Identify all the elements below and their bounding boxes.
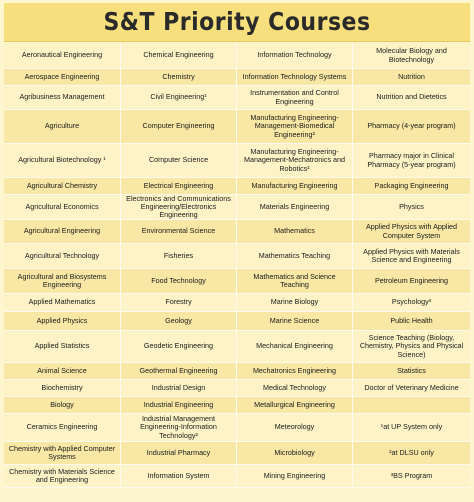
course-cell: Pharmacy major in Clinical Pharmacy (5-year program): [353, 144, 470, 178]
course-cell: Computer Science: [121, 144, 237, 178]
course-cell: Molecular Biology and Biotechnology: [353, 43, 470, 69]
course-cell: ³BS Program: [353, 465, 470, 488]
course-cell: Electronics and Communications Engineering/Electronics Engineering: [121, 195, 237, 220]
course-cell: Geothermal Engineering: [121, 363, 237, 380]
course-cell: Aerospace Engineering: [4, 69, 121, 86]
course-cell: Psychology³: [353, 294, 470, 312]
course-cell: ²at DLSU only: [353, 442, 470, 465]
course-cell: Medical Technology: [237, 380, 353, 397]
course-cell: Mathematics: [237, 220, 353, 244]
course-cell: Information Technology Systems: [237, 69, 353, 86]
course-cell: Instrumentation and Control Engineering: [237, 86, 353, 110]
course-cell: Statistics: [353, 363, 470, 380]
course-cell: Food Technology: [121, 269, 237, 294]
course-cell: Pharmacy (4-year program): [353, 110, 470, 144]
course-cell: Metallurgical Engineering: [237, 397, 353, 414]
course-cell: Information System: [121, 465, 237, 488]
course-cell: Agricultural Chemistry: [4, 178, 121, 195]
course-cell: Biology: [4, 397, 121, 414]
course-cell: Chemistry with Applied Computer Systems: [4, 442, 121, 465]
course-cell: Environmental Science: [121, 220, 237, 244]
course-cell: Science Teaching (Biology, Chemistry, Physics and Physical Science): [353, 331, 470, 363]
course-cell: Industrial Engineering: [121, 397, 237, 414]
course-cell: Manufacturing Engineering-Management-Mechatronics and Robotics²: [237, 144, 353, 178]
course-cell: Information Technology: [237, 43, 353, 69]
course-cell: Geodetic Engineering: [121, 331, 237, 363]
course-cell: Computer Engineering: [121, 110, 237, 144]
course-cell: Public Health: [353, 312, 470, 331]
course-cell: Agriculture: [4, 110, 121, 144]
course-cell: Agricultural Technology: [4, 244, 121, 269]
course-cell: Mathematics and Science Teaching: [237, 269, 353, 294]
course-cell: Nutrition: [353, 69, 470, 86]
course-cell: Chemical Engineering: [121, 43, 237, 69]
course-cell: Agribusiness Management: [4, 86, 121, 110]
course-cell: Meteorology: [237, 414, 353, 442]
course-cell: Applied Statistics: [4, 331, 121, 363]
course-cell: ¹at UP System only: [353, 414, 470, 442]
course-cell: Mechanical Engineering: [237, 331, 353, 363]
course-cell: Agricultural and Biosystems Engineering: [4, 269, 121, 294]
course-cell: Forestry: [121, 294, 237, 312]
course-cell: Geology: [121, 312, 237, 331]
course-cell: Agricultural Biotechnology ¹: [4, 144, 121, 178]
course-table: [4, 43, 470, 499]
course-cell: Industrial Management Engineering-Information Technology²: [121, 414, 237, 442]
course-cell: Marine Science: [237, 312, 353, 331]
course-cell: Petroleum Engineering: [353, 269, 470, 294]
course-cell: Mining Engineering: [237, 465, 353, 488]
course-cell: Civil Engineering¹: [121, 86, 237, 110]
course-cell: Industrial Pharmacy: [121, 442, 237, 465]
course-cell: Marine Biology: [237, 294, 353, 312]
course-cell: Materials Engineering: [237, 195, 353, 220]
course-cell: Applied Physics with Materials Science and Engineering: [353, 244, 470, 269]
course-cell: Chemistry with Materials Science and Engineering: [4, 465, 121, 488]
course-cell: Manufacturing Engineering-Management-Biomedical Engineering²: [237, 110, 353, 144]
course-cell: Animal Science: [4, 363, 121, 380]
course-cell: Fisheries: [121, 244, 237, 269]
course-cell: Applied Physics: [4, 312, 121, 331]
course-cell: Agricultural Economics: [4, 195, 121, 220]
course-cell: Microbiology: [237, 442, 353, 465]
course-cell: Industrial Design: [121, 380, 237, 397]
course-cell: Applied Physics with Applied Computer System: [353, 220, 470, 244]
course-cell: Mechatronics Engineering: [237, 363, 353, 380]
course-cell: [353, 397, 470, 414]
title-banner: [4, 3, 470, 42]
course-cell: Manufacturing Engineering: [237, 178, 353, 195]
course-cell: Agricultural Engineering: [4, 220, 121, 244]
course-cell: Physics: [353, 195, 470, 220]
course-cell: Doctor of Veterinary Medicine: [353, 380, 470, 397]
course-cell: Electrical Engineering: [121, 178, 237, 195]
course-cell: Nutrition and Dietetics: [353, 86, 470, 110]
course-cell: Biochemistry: [4, 380, 121, 397]
course-cell: Packaging Engineering: [353, 178, 470, 195]
course-cell: Mathematics Teaching: [237, 244, 353, 269]
course-cell: Chemistry: [121, 69, 237, 86]
course-cell: Ceramics Engineering: [4, 414, 121, 442]
course-cell: Applied Mathematics: [4, 294, 121, 312]
course-cell: Aeronautical Engineering: [4, 43, 121, 69]
page-title: S&T Priority Courses: [103, 8, 371, 36]
